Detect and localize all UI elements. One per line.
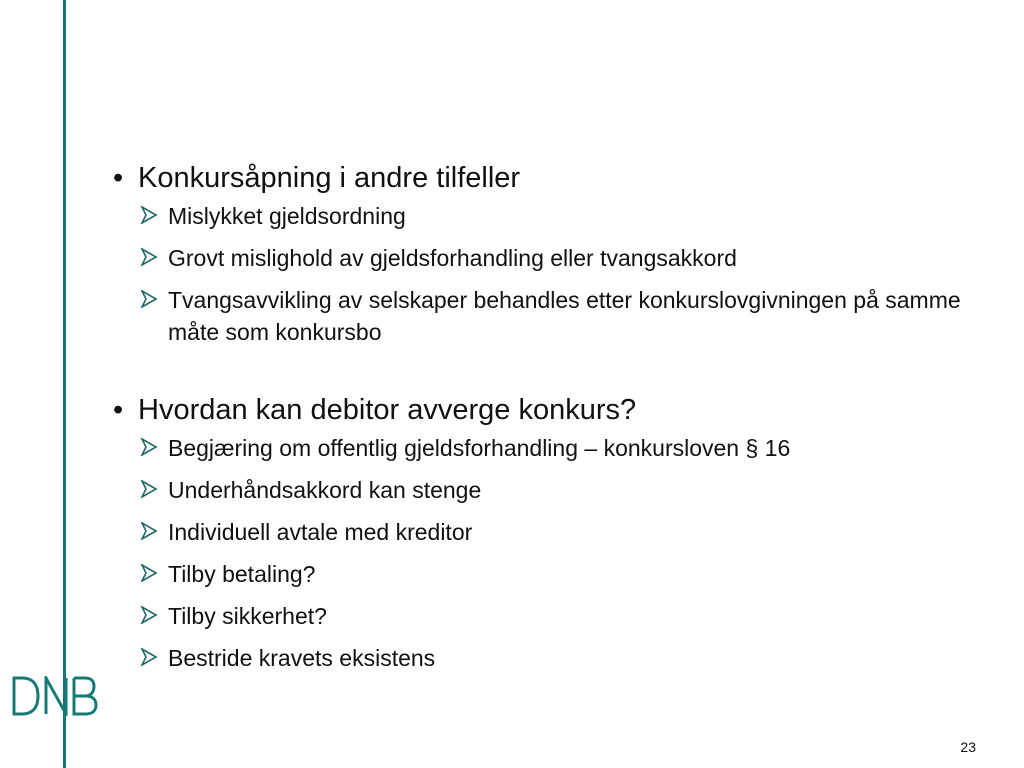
page-number: 23 (960, 739, 976, 755)
list-item-text: Individuell avtale med kreditor (168, 519, 473, 545)
arrow-bullet-icon (140, 648, 158, 666)
sub-list-2 (113, 432, 993, 674)
section-heading-2 (113, 392, 993, 428)
accent-vertical-line (63, 0, 66, 768)
section-gap (113, 358, 993, 392)
arrow-bullet-icon (140, 248, 158, 266)
list-item (113, 200, 993, 232)
dnb-logo (12, 676, 98, 716)
arrow-bullet-icon (140, 480, 158, 498)
sub-list-1 (113, 200, 993, 348)
heading-text: Hvordan kan debitor avverge konkurs? (138, 394, 637, 426)
heading-text: Konkursåpning i andre tilfeller (138, 162, 521, 194)
list-item (113, 284, 993, 348)
list-item (113, 558, 993, 590)
list-item (113, 474, 993, 506)
list-item-text: Begjæring om offentlig gjeldsforhandling – konkursloven § 16 (168, 435, 791, 461)
bullet-dot: • (113, 394, 124, 426)
list-item (113, 432, 993, 464)
section-heading-1 (113, 160, 993, 196)
list-item (113, 242, 993, 274)
arrow-bullet-icon (140, 438, 158, 456)
list-item-text: Tilby betaling? (168, 561, 316, 587)
arrow-bullet-icon (140, 290, 158, 308)
list-item (113, 516, 993, 548)
arrow-bullet-icon (140, 206, 158, 224)
list-item-text: Underhåndsakkord kan stenge (168, 477, 482, 503)
bullet-dot: • (113, 162, 124, 194)
slide-content (113, 160, 993, 684)
list-item-text: Tvangsavvikling av selskaper behandles etter konkurslovgivningen på samme måte som konkursbo (168, 287, 961, 345)
arrow-bullet-icon (140, 606, 158, 624)
list-item-text: Bestride kravets eksistens (168, 645, 436, 671)
list-item (113, 600, 993, 632)
list-item-text: Grovt mislighold av gjeldsforhandling eller tvangsakkord (168, 245, 737, 271)
arrow-bullet-icon (140, 522, 158, 540)
list-item-text: Mislykket gjeldsordning (168, 203, 406, 229)
list-item-text: Tilby sikkerhet? (168, 603, 327, 629)
list-item (113, 642, 993, 674)
arrow-bullet-icon (140, 564, 158, 582)
